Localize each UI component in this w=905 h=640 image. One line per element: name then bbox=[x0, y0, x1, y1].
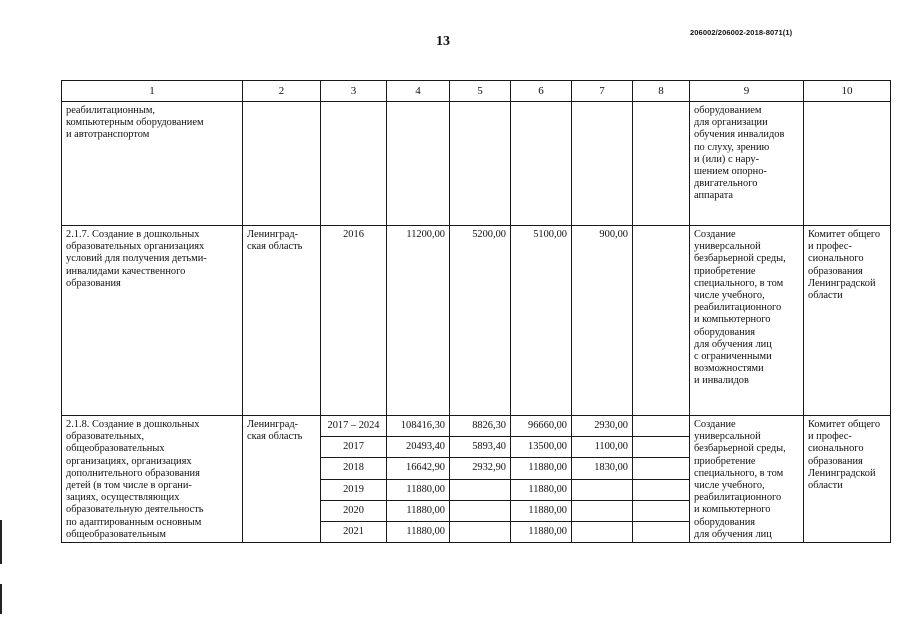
cell-year: 2019 bbox=[321, 479, 387, 500]
col-header: 8 bbox=[633, 81, 690, 102]
table-row bbox=[62, 102, 891, 226]
cell-result: Создание универсальной безбарьерной среды, приобретение специального, в том числе учебного, реабилитационного и компьютерного оборудования для обучения лиц с ограниченными возможностями и инвалидов bbox=[690, 226, 804, 416]
cell-region: Ленинград- ская область bbox=[243, 226, 321, 416]
cell-total: 11880,00 bbox=[387, 521, 450, 542]
document-id: 206002/206002-2018-8071(1) bbox=[690, 28, 793, 37]
header-row bbox=[62, 81, 891, 102]
cell-regional: 5100,00 bbox=[511, 226, 572, 416]
cell-federal bbox=[450, 500, 511, 521]
col-header: 4 bbox=[387, 81, 450, 102]
cell-regional: 11880,00 bbox=[511, 458, 572, 479]
cell-total: 11880,00 bbox=[387, 500, 450, 521]
cell-federal bbox=[450, 479, 511, 500]
cell-local: 1830,00 bbox=[572, 458, 633, 479]
cell-total: 20493,40 bbox=[387, 437, 450, 458]
cell-local: 1100,00 bbox=[572, 437, 633, 458]
col-header: 3 bbox=[321, 81, 387, 102]
cell-description: 2.1.7. Создание в дошкольных образовательных организациях условий для получения детьми- инвалидами качественного образования bbox=[62, 226, 243, 416]
cell-local bbox=[572, 479, 633, 500]
col-header: 5 bbox=[450, 81, 511, 102]
table-cell bbox=[450, 102, 511, 226]
scan-edge-mark bbox=[0, 520, 2, 564]
cell-total: 11880,00 bbox=[387, 479, 450, 500]
col-header: 1 bbox=[62, 81, 243, 102]
cell-other bbox=[633, 521, 690, 542]
cell-regional: 13500,00 bbox=[511, 437, 572, 458]
cell-other bbox=[633, 437, 690, 458]
cell-federal: 5893,40 bbox=[450, 437, 511, 458]
table-cell bbox=[321, 102, 387, 226]
cell-other bbox=[633, 458, 690, 479]
cell-responsible: Комитет общего и профес- сионального образования Ленинградской области bbox=[804, 416, 891, 543]
cell-regional: 11880,00 bbox=[511, 479, 572, 500]
cell-local: 900,00 bbox=[572, 226, 633, 416]
table-cell bbox=[633, 102, 690, 226]
col-header: 2 bbox=[243, 81, 321, 102]
cell-year: 2017 bbox=[321, 437, 387, 458]
cell-regional: 96660,00 bbox=[511, 416, 572, 437]
scan-edge-mark bbox=[0, 584, 2, 614]
table-row bbox=[62, 416, 891, 437]
cell-regional: 11880,00 bbox=[511, 500, 572, 521]
program-table bbox=[61, 80, 891, 543]
col-header: 10 bbox=[804, 81, 891, 102]
cell-description: 2.1.8. Создание в дошкольных образовательных, общеобразовательных организациях, организациях дополнительного образования детей (в том числе в органи- зациях, осуществляющих образовательную деятельность по адаптированным основным общеобразовательным bbox=[62, 416, 243, 543]
cell-federal: 5200,00 bbox=[450, 226, 511, 416]
table-cell bbox=[511, 102, 572, 226]
cell-regional: 11880,00 bbox=[511, 521, 572, 542]
cell-other bbox=[633, 416, 690, 437]
cell-local: 2930,00 bbox=[572, 416, 633, 437]
cell-other bbox=[633, 479, 690, 500]
page-number: 13 bbox=[436, 34, 450, 49]
cell-local bbox=[572, 500, 633, 521]
cell-year: 2017 – 2024 bbox=[321, 416, 387, 437]
cell-total: 11200,00 bbox=[387, 226, 450, 416]
cell-total: 108416,30 bbox=[387, 416, 450, 437]
cell-local bbox=[572, 521, 633, 542]
col-header: 6 bbox=[511, 81, 572, 102]
cell-year: 2018 bbox=[321, 458, 387, 479]
cell-federal: 8826,30 bbox=[450, 416, 511, 437]
col-header: 9 bbox=[690, 81, 804, 102]
cell-year: 2020 bbox=[321, 500, 387, 521]
cell-total: 16642,90 bbox=[387, 458, 450, 479]
cell-responsible: Комитет общего и профес- сионального образования Ленинградской области bbox=[804, 226, 891, 416]
cell-federal bbox=[450, 521, 511, 542]
col-header: 7 bbox=[572, 81, 633, 102]
table-cell bbox=[572, 102, 633, 226]
cell-federal: 2932,90 bbox=[450, 458, 511, 479]
cell-result: оборудованием для организации обучения инвалидов по слуху, зрению и (или) с нару- шением опорно- двигательного аппарата bbox=[690, 102, 804, 226]
table-cell bbox=[804, 102, 891, 226]
cell-other bbox=[633, 500, 690, 521]
cell-other bbox=[633, 226, 690, 416]
cell-region: Ленинград- ская область bbox=[243, 416, 321, 543]
cell-result: Создание универсальной безбарьерной среды, приобретение специального, в том числе учебного, реабилитационного и компьютерного оборудования для обучения лиц bbox=[690, 416, 804, 543]
cell-year: 2021 bbox=[321, 521, 387, 542]
cell-description: реабилитационным, компьютерным оборудованием и автотранспортом bbox=[62, 102, 243, 226]
table-cell bbox=[243, 102, 321, 226]
table-cell bbox=[387, 102, 450, 226]
cell-year: 2016 bbox=[321, 226, 387, 416]
table-row bbox=[62, 226, 891, 416]
